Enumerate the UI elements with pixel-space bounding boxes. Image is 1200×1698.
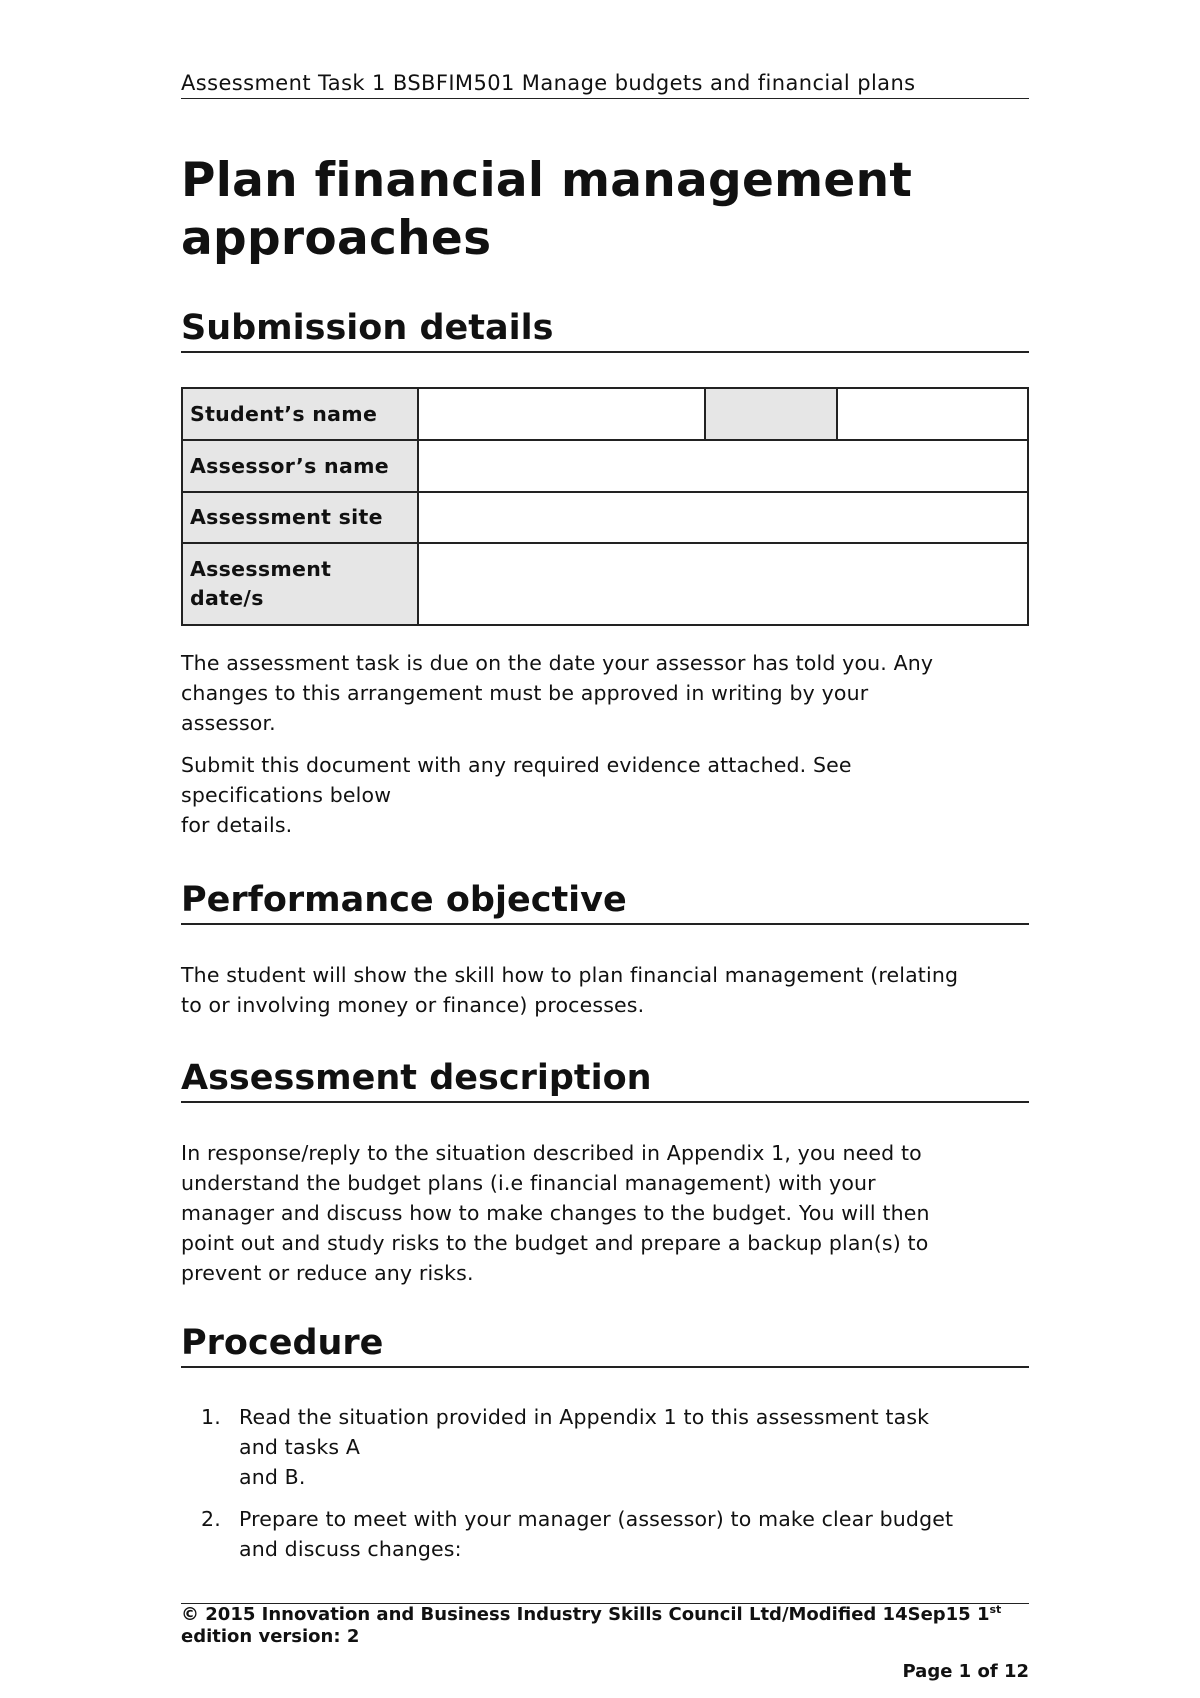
procedure-list bbox=[181, 1402, 1029, 1576]
text-line: for details. bbox=[181, 813, 293, 837]
due-date-paragraph bbox=[181, 648, 1029, 738]
assessors-name-field[interactable] bbox=[418, 440, 1028, 492]
list-item bbox=[181, 1402, 1029, 1492]
procedure-heading: Procedure bbox=[181, 1321, 1029, 1368]
copyright-text: © 2015 Innovation and Business Industry Skills Council Ltd/Modified 14Sep15 1 bbox=[181, 1604, 990, 1625]
text-line: assessor. bbox=[181, 711, 276, 735]
text-line: manager and discuss how to make changes to the budget. You will then bbox=[181, 1201, 930, 1225]
text-line: prevent or reduce any risks. bbox=[181, 1261, 474, 1285]
submission-details-heading: Submission details bbox=[181, 306, 1029, 353]
assessment-description-paragraph bbox=[181, 1138, 1029, 1288]
students-name-field[interactable] bbox=[418, 388, 705, 440]
document-title-line: Plan financial management bbox=[181, 153, 913, 208]
assessment-dates-field[interactable] bbox=[418, 543, 1028, 625]
text-line: Submit this document with any required evidence attached. See bbox=[181, 753, 852, 777]
text-line: In response/reply to the situation described in Appendix 1, you need to bbox=[181, 1141, 922, 1165]
text-line: and B. bbox=[239, 1465, 306, 1489]
table-row bbox=[182, 492, 1028, 543]
list-item bbox=[181, 1504, 1029, 1564]
text-line: The student will show the skill how to plan financial management (relating bbox=[181, 963, 959, 987]
assessors-name-label: Assessor’s name bbox=[182, 440, 418, 492]
table-row bbox=[182, 388, 1028, 440]
text-line: Prepare to meet with your manager (assessor) to make clear budget bbox=[239, 1507, 954, 1531]
assessment-description-heading: Assessment description bbox=[181, 1056, 1029, 1103]
copyright-line bbox=[181, 1604, 1029, 1626]
footer-copyright bbox=[181, 1604, 1029, 1648]
edition-version: edition version: 2 bbox=[181, 1626, 360, 1647]
table-row bbox=[182, 440, 1028, 492]
text-line: changes to this arrangement must be approved in writing by your bbox=[181, 681, 869, 705]
text-line: to or involving money or finance) processes. bbox=[181, 993, 645, 1017]
running-header: Assessment Task 1 BSBFIM501 Manage budgets and financial plans bbox=[181, 70, 1029, 99]
text-line: understand the budget plans (i.e financial management) with your bbox=[181, 1171, 876, 1195]
table-row bbox=[182, 543, 1028, 625]
submission-details-table bbox=[181, 387, 1029, 626]
students-name-label: Student’s name bbox=[182, 388, 418, 440]
submit-instructions-paragraph bbox=[181, 750, 1029, 840]
assessment-dates-label-line: date/s bbox=[190, 586, 264, 610]
assessment-dates-label bbox=[182, 543, 418, 625]
assessment-dates-label-line: Assessment bbox=[190, 557, 332, 581]
performance-objective-paragraph bbox=[181, 960, 1029, 1020]
text-line: specifications below bbox=[181, 783, 392, 807]
document-title-line: approaches bbox=[181, 211, 492, 266]
assessment-site-label: Assessment site bbox=[182, 492, 418, 543]
performance-objective-heading: Performance objective bbox=[181, 878, 1029, 925]
text-line: and tasks A bbox=[239, 1435, 361, 1459]
assessment-site-field[interactable] bbox=[418, 492, 1028, 543]
text-line: Read the situation provided in Appendix 1 to this assessment task bbox=[239, 1405, 930, 1429]
list-item-number: 1. bbox=[201, 1405, 221, 1429]
text-line: and discuss changes: bbox=[239, 1537, 462, 1561]
text-line: The assessment task is due on the date your assessor has told you. Any bbox=[181, 651, 934, 675]
list-item-number: 2. bbox=[201, 1507, 221, 1531]
edition-ordinal: st bbox=[989, 1603, 1002, 1616]
document-title bbox=[181, 152, 1029, 268]
page-number: Page 1 of 12 bbox=[902, 1661, 1029, 1682]
text-line: point out and study risks to the budget and prepare a backup plan(s) to bbox=[181, 1231, 929, 1255]
shaded-cell bbox=[705, 388, 837, 440]
student-extra-field[interactable] bbox=[837, 388, 1028, 440]
